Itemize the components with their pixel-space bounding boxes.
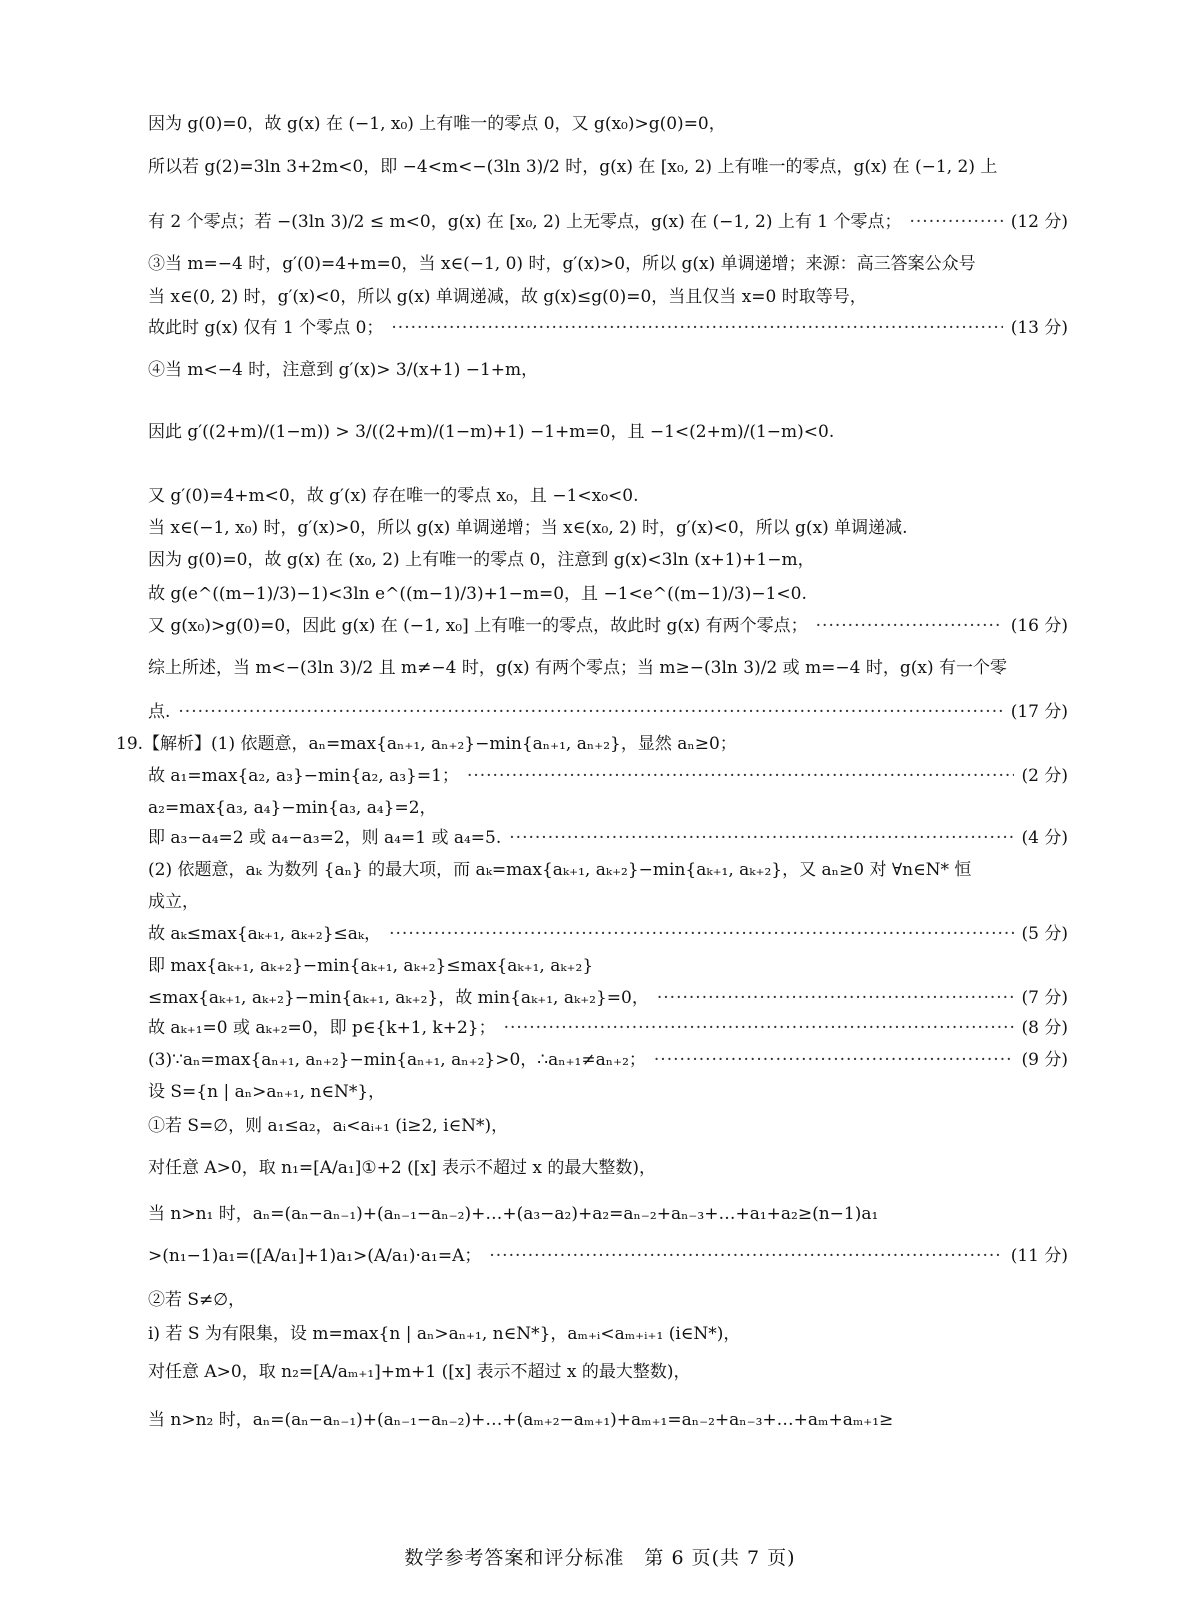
line-text: 故此时 g(x) 仅有 1 个零点 0；	[148, 318, 384, 338]
dot-leader	[816, 614, 1003, 638]
score-label: (17 分)	[1010, 702, 1068, 722]
line-text: 即 a₃−a₄=2 或 a₄−a₃=2，则 a₄=1 或 a₄=5.	[148, 828, 502, 848]
score-label: (8 分)	[1021, 1018, 1068, 1038]
score-label: (12 分)	[1010, 212, 1068, 232]
text-line: 19.【解析】(1) 依题意，aₙ=max{aₙ₊₁, aₙ₊₂}−min{aₙ₊₁, aₙ₊₂}，显然 aₙ≥0；	[116, 734, 737, 754]
text-line: 当 n>n₂ 时，aₙ=(aₙ−aₙ₋₁)+(aₙ₋₁−aₙ₋₂)+…+(aₘ₊₂−aₘ₊₁)+aₘ₊₁=aₙ₋₂+aₙ₋₃+…+aₘ+aₘ₊₁≥	[148, 1410, 894, 1430]
text-line: ③当 m=−4 时，g′(0)=4+m=0，当 x∈(−1, 0) 时，g′(x)>0，所以 g(x) 单调递增；来源：高三答案公众号	[148, 254, 976, 274]
line-text: 故 aₖ≤max{aₖ₊₁, aₖ₊₂}≤aₖ，	[148, 924, 382, 944]
text-line: 因为 g(0)=0，故 g(x) 在 (x₀, 2) 上有唯一的零点 0，注意到 g(x)<3ln (x+1)+1−m，	[148, 550, 815, 570]
text-line	[148, 1016, 1068, 1040]
dot-leader	[654, 1048, 1014, 1072]
score-label: (13 分)	[1010, 318, 1068, 338]
text-line: ⅰ) 若 S 为有限集，设 m=max{n | aₙ>aₙ₊₁, n∈N*}，aₘ₊ᵢ<aₘ₊ᵢ₊₁ (i∈N*)，	[148, 1324, 741, 1344]
text-line	[148, 1244, 1068, 1268]
text-line: ②若 S≠∅，	[148, 1290, 246, 1310]
dot-leader	[178, 700, 1002, 724]
text-line	[148, 922, 1068, 946]
text-line: 故 g(e^((m−1)/3)−1)<3ln e^((m−1)/3)+1−m=0，且 −1<e^((m−1)/3)−1<0.	[148, 584, 807, 604]
score-label: (9 分)	[1021, 1050, 1068, 1070]
score-label: (5 分)	[1021, 924, 1068, 944]
line-text: 点.	[148, 702, 171, 722]
text-line	[148, 700, 1068, 724]
text-line	[148, 826, 1068, 850]
text-line: 又 g′(0)=4+m<0，故 g′(x) 存在唯一的零点 x₀，且 −1<x₀<0.	[148, 486, 639, 506]
line-text: 有 2 个零点；若 −(3ln 3)/2 ≤ m<0，g(x) 在 [x₀, 2) 上无零点，g(x) 在 (−1, 2) 上有 1 个零点；	[148, 212, 902, 232]
line-text: 故 a₁=max{a₂, a₃}−min{a₂, a₃}=1；	[148, 766, 459, 786]
dot-leader	[389, 922, 1013, 946]
text-line: 因此 g′((2+m)/(1−m)) > 3/((2+m)/(1−m)+1) −1+m=0，且 −1<(2+m)/(1−m)<0.	[148, 422, 835, 442]
text-line: 即 max{aₖ₊₁, aₖ₊₂}−min{aₖ₊₁, aₖ₊₂}≤max{aₖ₊₁, aₖ₊₂}	[148, 956, 594, 976]
text-line: 当 x∈(0, 2) 时，g′(x)<0，所以 g(x) 单调递减，故 g(x)≤g(0)=0，当且仅当 x=0 时取等号，	[148, 287, 867, 307]
text-line	[148, 316, 1068, 340]
score-label: (7 分)	[1021, 988, 1068, 1008]
line-text: ≤max{aₖ₊₁, aₖ₊₂}−min{aₖ₊₁, aₖ₊₂}，故 min{aₖ₊₁, aₖ₊₂}=0，	[148, 988, 649, 1008]
text-line: 因为 g(0)=0，故 g(x) 在 (−1, x₀) 上有唯一的零点 0，又 g(x₀)>g(0)=0，	[148, 114, 726, 134]
score-label: (11 分)	[1010, 1246, 1068, 1266]
dot-leader	[657, 986, 1014, 1010]
page-footer: 数学参考答案和评分标准 第 6 页(共 7 页)	[404, 1547, 796, 1569]
text-line: 对任意 A>0，取 n₂=[A/aₘ₊₁]+m+1 ([x] 表示不超过 x 的最大整数)，	[148, 1362, 691, 1382]
dot-leader	[489, 1244, 1002, 1268]
score-label: (16 分)	[1010, 616, 1068, 636]
dot-leader	[509, 826, 1013, 850]
dot-leader	[467, 764, 1014, 788]
text-line: ④当 m<−4 时，注意到 g′(x)> 3/(x+1) −1+m，	[148, 360, 539, 380]
text-line	[148, 986, 1068, 1010]
text-line: 当 n>n₁ 时，aₙ=(aₙ−aₙ₋₁)+(aₙ₋₁−aₙ₋₂)+…+(a₃−a₂)+a₂=aₙ₋₂+aₙ₋₃+…+a₁+a₂≥(n−1)a₁	[148, 1204, 879, 1224]
text-line: 所以若 g(2)=3ln 3+2m<0，即 −4<m<−(3ln 3)/2 时，g(x) 在 [x₀, 2) 上有唯一的零点，g(x) 在 (−1, 2) 上	[148, 157, 998, 177]
text-line: 设 S={n | aₙ>aₙ₊₁, n∈N*}，	[148, 1082, 386, 1102]
dot-leader	[504, 1016, 1014, 1040]
dot-leader	[391, 316, 1002, 340]
text-line: ①若 S=∅，则 a₁≤a₂，aᵢ<aᵢ₊₁ (i≥2, i∈N*)，	[148, 1116, 509, 1136]
text-line	[148, 1048, 1068, 1072]
text-line: 综上所述，当 m<−(3ln 3)/2 且 m≠−4 时，g(x) 有两个零点；当 m≥−(3ln 3)/2 或 m=−4 时，g(x) 有一个零	[148, 658, 1008, 678]
text-line: a₂=max{a₃, a₄}−min{a₃, a₄}=2，	[148, 798, 437, 818]
line-text: 故 aₖ₊₁=0 或 aₖ₊₂=0，即 p∈{k+1, k+2}；	[148, 1018, 496, 1038]
score-label: (4 分)	[1021, 828, 1068, 848]
text-line: 对任意 A>0，取 n₁=[A/a₁]①+2 ([x] 表示不超过 x 的最大整数)，	[148, 1158, 656, 1178]
line-text: >(n₁−1)a₁=([A/a₁]+1)a₁>(A/a₁)·a₁=A；	[148, 1246, 482, 1266]
text-line: 成立，	[148, 892, 199, 912]
text-line	[148, 764, 1068, 788]
score-label: (2 分)	[1021, 766, 1068, 786]
text-line	[148, 614, 1068, 638]
text-line	[148, 210, 1068, 234]
text-line: (2) 依题意，aₖ 为数列 {aₙ} 的最大项，而 aₖ=max{aₖ₊₁, aₖ₊₂}−min{aₖ₊₁, aₖ₊₂}，又 aₙ≥0 对 ∀n∈N* 恒	[148, 860, 972, 880]
line-text: (3)∵aₙ=max{aₙ₊₁, aₙ₊₂}−min{aₙ₊₁, aₙ₊₂}>0，∴aₙ₊₁≠aₙ₊₂；	[148, 1050, 646, 1070]
text-line: 当 x∈(−1, x₀) 时，g′(x)>0，所以 g(x) 单调递增；当 x∈(x₀, 2) 时，g′(x)<0，所以 g(x) 单调递减.	[148, 518, 908, 538]
line-text: 又 g(x₀)>g(0)=0，因此 g(x) 在 (−1, x₀] 上有唯一的零点，故此时 g(x) 有两个零点；	[148, 616, 808, 636]
dot-leader	[910, 210, 1003, 234]
